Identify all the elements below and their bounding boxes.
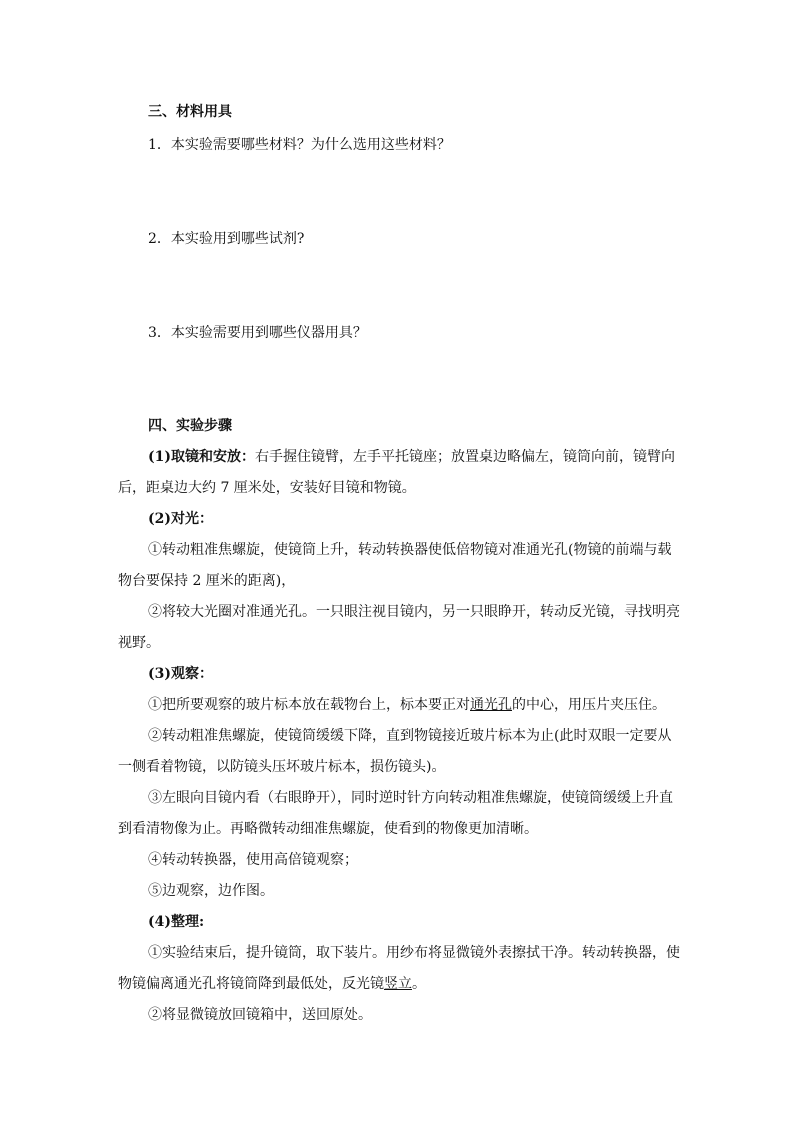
- step4a-line2: [118, 975, 794, 993]
- step3a-text-post: 的中心，用压片夹压住。: [512, 697, 666, 713]
- step2b-line1: ②将较大光圈对准通光孔。一只眼注视目镜内，另一只眼睁开，转动反光镜，寻找明亮: [148, 604, 680, 620]
- section-heading-steps: 四、实验步骤: [148, 418, 232, 434]
- step1-label: (1)取镜和安放：: [148, 449, 255, 465]
- step3b-line1: ②转动粗准焦螺旋，使镜筒缓缓下降，直到物镜接近玻片标本为止(此时双眼一定要从: [148, 728, 672, 744]
- step4a-text-pre: 物镜偏离通光孔将镜筒降到最低处，反光镜: [118, 976, 384, 992]
- step1-line1: [148, 448, 794, 466]
- step3d-line: ④转动转换器，使用高倍镜观察；: [148, 852, 358, 868]
- step2-label: [148, 510, 794, 528]
- step4-label: [148, 913, 794, 931]
- step3b-line2: 一侧看着物镜，以防镜头压坏玻片标本，损伤镜头)。: [118, 759, 446, 775]
- step4b-line: ②将显微镜放回镜箱中，送回原处。: [148, 1007, 372, 1023]
- step2-label-text: (2)对光：: [148, 511, 213, 527]
- step4a-line1: ①实验结束后，提升镜筒，取下装片。用纱布将显微镜外表擦拭干净。转动转换器，使: [148, 945, 680, 961]
- step1-text-1: 右手握住镜臂，左手平托镜座；放置桌边略偏左，镜筒向前，镜臂向: [255, 449, 675, 465]
- step3c-line2: 到看清物像为止。再略微转动细准焦螺旋，使看到的物像更加清晰。: [118, 821, 538, 837]
- step2a-line1: ①转动粗准焦螺旋，使镜筒上升，转动转换器使低倍物镜对准通光孔(物镜的前端与载: [148, 542, 672, 558]
- section-heading-materials: 三、材料用具: [148, 104, 232, 120]
- step4a-underlined: 竖立: [384, 976, 412, 992]
- step3e-line: ⑤边观察，边作图。: [148, 883, 274, 899]
- step3a-line: [148, 696, 794, 714]
- step2a-line2: 物台要保持 2 厘米的距离)，: [118, 573, 296, 589]
- step3-label: [148, 665, 794, 683]
- step3c-line1: ③左眼向目镜内看（右眼睁开），同时逆时针方向转动粗准焦螺旋，使镜筒缓缓上升直: [148, 790, 673, 806]
- question-1: 1．本实验需要哪些材料？为什么选用这些材料？: [148, 137, 451, 153]
- step3a-underlined: 通光孔: [470, 697, 512, 713]
- step3-label-text: (3)观察：: [148, 666, 213, 682]
- step4a-text-post: 。: [412, 976, 426, 992]
- step2b-line2: 视野。: [118, 635, 160, 651]
- step4-label-text: (4)整理:: [148, 914, 205, 930]
- step3a-text-pre: ①把所要观察的玻片标本放在载物台上，标本要正对: [148, 697, 470, 713]
- question-2: 2．本实验用到哪些试剂?: [148, 231, 305, 247]
- question-3: 3．本实验需要用到哪些仪器用具？: [148, 325, 367, 341]
- step1-line2: 后，距桌边大约 7 厘米处，安装好目镜和物镜。: [118, 480, 416, 496]
